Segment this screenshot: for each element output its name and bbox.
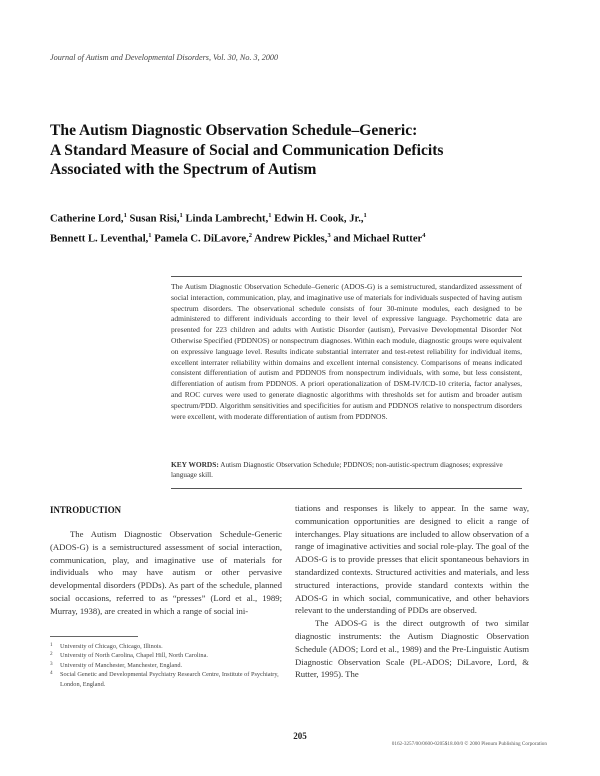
footnote-rule: [50, 636, 138, 637]
author-affiliation-mark: 1: [123, 212, 127, 219]
title-line: Associated with the Spectrum of Autism: [50, 161, 317, 178]
footnote-text: University of Manchester, Manchester, England.: [60, 661, 183, 669]
footnote-text: University of Chicago, Chicago, Illinois.: [60, 643, 163, 650]
footnote: [50, 670, 290, 689]
author-affiliation-mark: 1: [363, 212, 367, 219]
title-line: A Standard Measure of Social and Communication Deficits: [50, 141, 444, 159]
body-paragraph: The ADOS-G is the direct outgrowth of two similar diagnostic instruments: the Autism Diagnostic Observation Schedule (ADOS; Lord et al., 1989) and the Pre-Linguistic Autism Diagnostic Observation Scale (PL-ADOS; DiLavore, Lord, & Rutter, 1995). The: [295, 618, 529, 680]
footnote-number: 1: [50, 642, 53, 648]
footnote-text: University of North Carolina, Chapel Hill, North Carolina.: [60, 652, 208, 660]
footnote-number: 4: [50, 670, 53, 677]
author-affiliation-mark: 1: [179, 212, 183, 219]
section-heading: INTRODUCTION: [50, 505, 122, 515]
footnote: [50, 651, 290, 660]
keywords-text: Autism Diagnostic Observation Schedule; PDDNOS; non-autistic-spectrum diagnoses; expressive language skill.: [171, 461, 503, 479]
abstract-text: The Autism Diagnostic Observation Schedule–Generic (ADOS-G) is a semistructured, standardized assessment of social interaction, communication, play, and imaginative use of materials for individuals suspected of having autism spectrum disorders. The observational schedule consists of four 30-minute modules, each designed to be administered to different individuals according to their level of expressive language. Psychometric data are presented for 223 children and adults with Autistic Disorder (autism), Pervasive Developmental Disorder Not Otherwise Specified (PDDNOS) or nonspectrum diagnoses. Within each module, diagnostic groups were equivalent on expressive language level. Results indicate substantial interrater and test-retest reliability for individual items, excellent interrater reliability within domains and excellent internal consistency. Comparisons of means indicated consistent differentiation of autism and PDDNOS from nonspectrum individuals, with some, but less consistent, differentiation of autism from PDDNOS. A priori operationalization of DSM-IV/ICD-10 criteria, factor analyses, and ROC curves were used to generate diagnostic algorithms with thresholds set for autism and broader autism spectrum/PDD. Algorithm sensitivities and specificities for autism and PDDNOS relative to nonspectrum disorders were excellent, with moderate differentiation of autism from PDDNOS.: [171, 282, 522, 421]
author-affiliation-mark: 1: [268, 212, 272, 219]
left-column: [50, 528, 282, 618]
publisher-line: 0162-3257/00/0600-0205$18.00/0 © 2000 Plenum Publishing Corporation: [391, 741, 547, 747]
page-number: 205: [293, 731, 307, 741]
right-column: [295, 502, 529, 681]
author-name: Catherine Lord,: [50, 213, 124, 225]
footnote: [50, 642, 290, 651]
author-name: Pamela C. DiLavore,: [154, 233, 249, 245]
author-affiliation-mark: 4: [422, 231, 426, 239]
journal-header: Journal of Autism and Developmental Disorders, Vol. 30, No. 3, 2000: [50, 53, 279, 62]
footnote-text: Social Genetic and Developmental Psychiatry Research Centre, Institute of Psychiatry, London, England.: [60, 671, 279, 688]
abstract-bottom-rule: [171, 488, 522, 489]
author-affiliation-mark: 3: [327, 231, 331, 239]
body-paragraph: The Autism Diagnostic Observation Schedule-Generic (ADOS-G) is a semistructured assessment of social interaction, communication, play, and imaginative use of materials for individuals who may have autism or other pervasive developmental disorders (PDDs). As part of the schedule, planned social occasions, referred to as “presses” (Lord et al., 1989; Murray, 1938), are created in which a range of social ini-: [50, 529, 282, 616]
author-name: Edwin H. Cook, Jr.,: [274, 213, 364, 225]
author-name: Bennett L. Leventhal,: [50, 233, 149, 245]
keywords: [171, 460, 522, 480]
author-affiliation-mark: 1: [148, 231, 152, 239]
author-list: [50, 208, 570, 247]
author-name: Andrew Pickles,: [254, 233, 328, 245]
title-line: The Autism Diagnostic Observation Schedule–Generic:: [50, 122, 418, 139]
body-paragraph: tiations and responses is likely to appear. In the same way, communication opportunities are designed to elicit a range of interchanges. Play situations are included to allow observation of a range of imaginative activities and social role-play. The goal of the ADOS-G is to provide presses that elicit spontaneous behaviors in standardized contexts. Structured activities and materials, and less structured interactions, provide standard contexts within the ADOS-G in which social, communicative, and other behaviors relevant to the understanding of PDDs are observed.: [295, 503, 529, 616]
keywords-label: KEY WORDS:: [171, 460, 219, 469]
footnote-number: 2: [50, 651, 53, 658]
footnote-number: 3: [50, 660, 53, 667]
author-name: and Michael Rutter: [333, 233, 423, 245]
abstract: [171, 276, 522, 422]
author-line: [50, 228, 570, 248]
footnotes: [50, 642, 290, 689]
author-affiliation-mark: 2: [248, 231, 252, 239]
footnote: [50, 661, 290, 670]
paper-title: [50, 121, 550, 180]
author-line: [50, 208, 570, 228]
author-name: Susan Risi,: [129, 213, 180, 225]
author-name: Linda Lambrecht,: [185, 213, 269, 225]
